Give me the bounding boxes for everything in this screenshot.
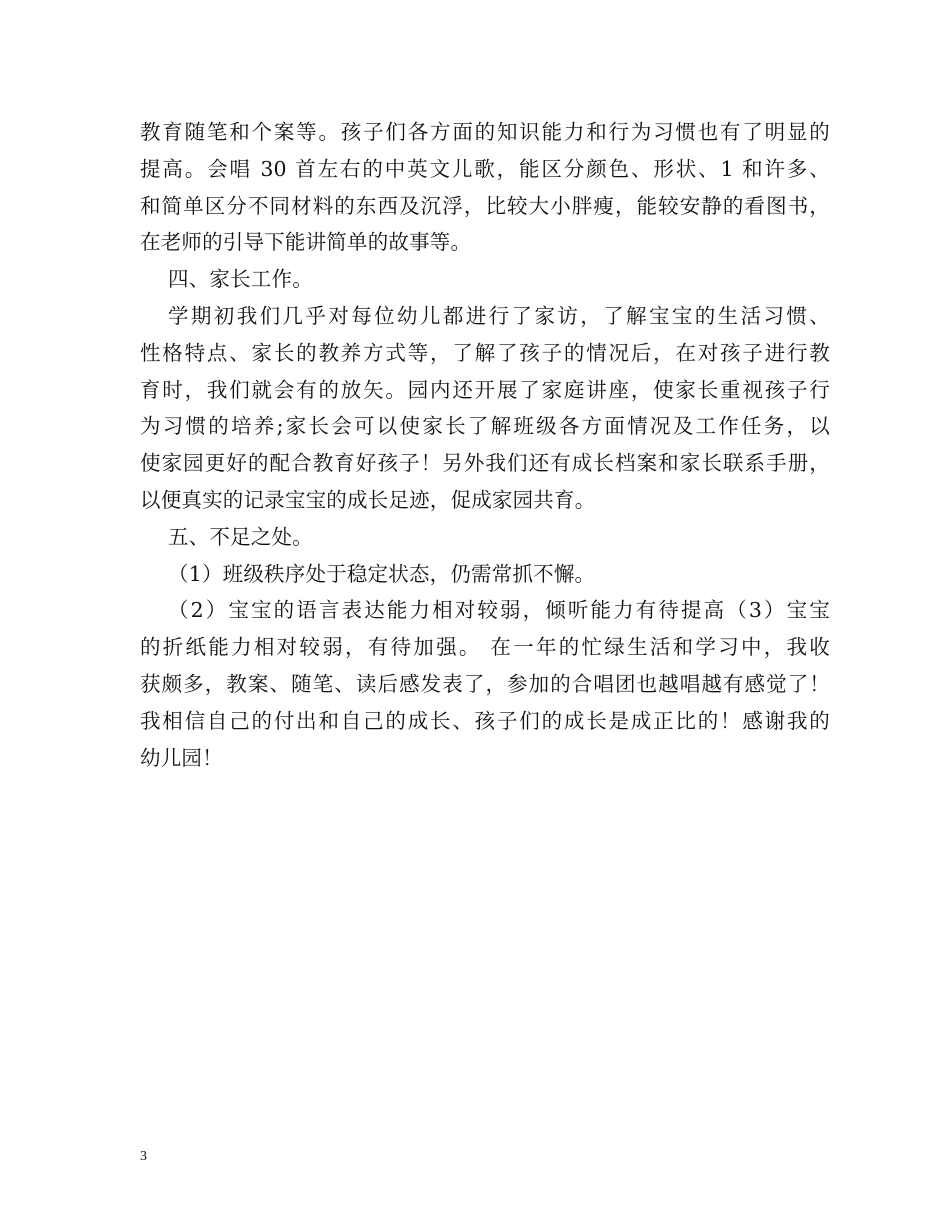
page-number: 3 <box>140 1149 147 1164</box>
paragraph-line: 以便真实的记录宝宝的成长足迹，促成家园共育。 <box>140 487 596 512</box>
paragraph-line: 使家园更好的配合教育好孩子！另外我们还有成长档案和家长联系手册， <box>140 451 830 476</box>
paragraph-line: 教育随笔和个案等。孩子们各方面的知识能力和行为习惯也有了明显的 <box>140 120 830 144</box>
paragraph-line: 的折纸能力相对较弱，有待加强。 在一年的忙绿生活和学习中，我收 <box>140 635 830 660</box>
paragraph-line: 我相信自己的付出和自己的成长、孩子们的成长是成正比的！感谢我的 <box>140 708 830 733</box>
paragraph-line: 提高。会唱 30 首左右的中英文儿歌，能区分颜色、形状、1 和许多、 <box>140 156 830 181</box>
section-heading-shortcomings: 五、不足之处。 <box>168 524 313 549</box>
paragraph-line: 和简单区分不同材料的东西及沉浮，比较大小胖瘦，能较安静的看图书， <box>140 193 830 218</box>
paragraph-line: 在老师的引导下能讲简单的故事等。 <box>140 230 472 255</box>
paragraph-line: 育时，我们就会有的放矢。园内还开展了家庭讲座，使家长重视孩子行 <box>140 377 830 402</box>
section-heading-parent-work: 四、家长工作。 <box>168 267 313 292</box>
paragraph-line: 学期初我们几乎对每位幼儿都进行了家访，了解宝宝的生活习惯、 <box>168 303 830 328</box>
paragraph-line: 为习惯的培养;家长会可以使家长了解班级各方面情况及工作任务，以 <box>140 414 830 439</box>
body-text <box>140 114 830 776</box>
list-item: （2）宝宝的语言表达能力相对较弱，倾听能力有待提高（3）宝宝 <box>168 598 830 623</box>
paragraph-line: 性格特点、家长的教养方式等，了解了孩子的情况后，在对孩子进行教 <box>140 340 830 365</box>
paragraph-line: 幼儿园！ <box>140 745 223 770</box>
paragraph-line: 获颇多，教案、随笔、读后感发表了，参加的合唱团也越唱越有感觉了！ <box>140 671 830 696</box>
list-item: （1）班级秩序处于稳定状态，仍需常抓不懈。 <box>168 561 596 586</box>
